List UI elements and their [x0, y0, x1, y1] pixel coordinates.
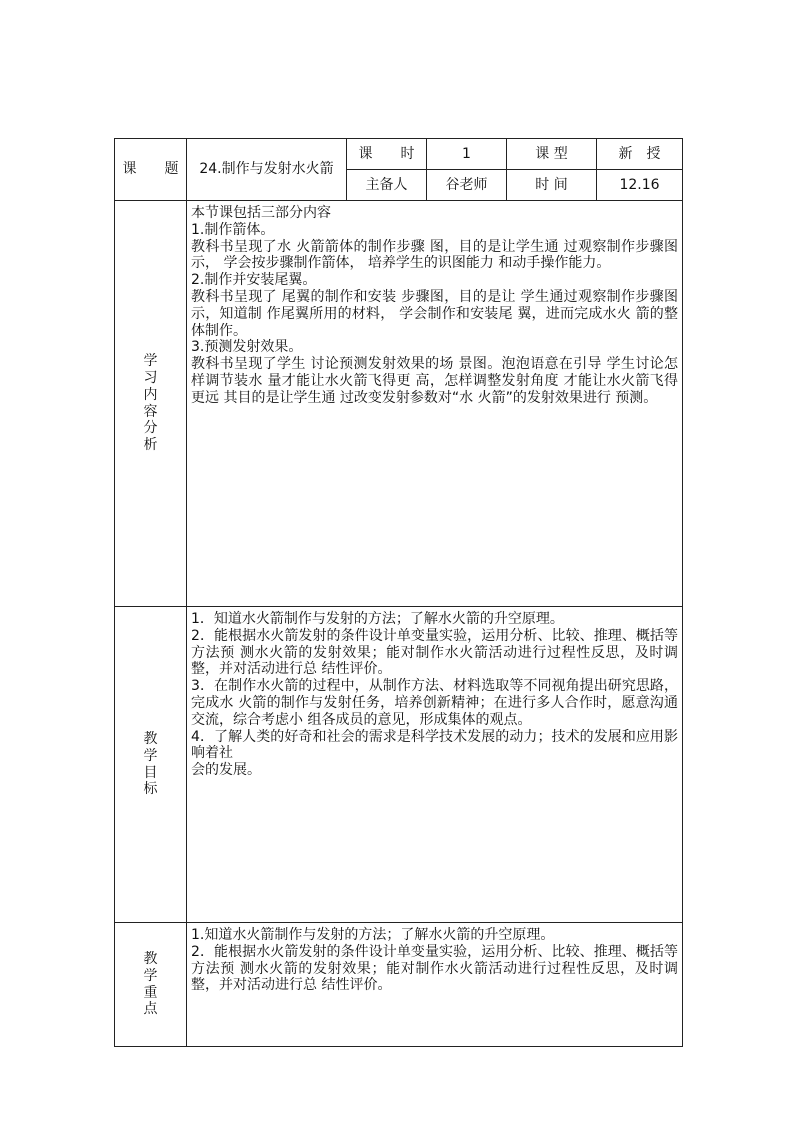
label-char: 标 — [143, 781, 158, 798]
section-body — [187, 923, 683, 1047]
section-label — [115, 607, 187, 923]
lesson-plan-table — [114, 138, 683, 1047]
type-value: 新 授 — [597, 139, 683, 170]
paragraph: 3.预测发射效果。 — [191, 339, 303, 356]
lesson-topic: 24.制作与发射水火箭 — [187, 139, 347, 201]
label-char: 目 — [143, 764, 158, 781]
section-body — [187, 607, 683, 923]
paragraph: 3．在制作水火箭的过程中，从制作方法、材料选取等不同视角提出研究思路，完成水 火箭的制作与发射任务，培养创新精神；在进行多人合作时，愿意沟通交流，综合考虑小 组各成员的意见，形成集体的观点。 — [191, 678, 678, 728]
type-label: 课 型 — [507, 139, 597, 170]
paragraph: 教科书呈现了学生 讨论预测发射效果的场 景图。泡泡语意在引导 学生讨论怎样调节装水 量才能让水火箭飞得更 高，怎样调整发射角度 才能让水火箭飞得更远 其目的是让学生通 过改变发射参数对“水 火箭”的发射效果进行 预测。 — [191, 356, 678, 406]
paragraph: 1．知道水火箭制作与发射的方法；了解水火箭的升空原理。 — [191, 611, 564, 627]
label-char: 重 — [143, 984, 158, 1001]
label-char: 内 — [143, 386, 158, 403]
label-char: 学 — [143, 747, 158, 764]
section-label — [115, 923, 187, 1047]
label-char: 容 — [143, 403, 158, 420]
header-row-1 — [115, 139, 683, 170]
section-key-points — [115, 923, 683, 1047]
paragraph: 会的发展。 — [191, 762, 261, 779]
time-value: 12.16 — [597, 170, 683, 201]
paragraph: 1.制作箭体。 — [191, 221, 275, 238]
label-char: 教 — [143, 950, 158, 967]
paragraph: 2.制作并安装尾翼。 — [191, 272, 317, 289]
label-char: 学 — [143, 353, 158, 370]
paragraph: 本节课包括三部分内容 — [191, 205, 331, 221]
paragraph: 教科书呈现了 尾翼的制作和安装 步骤图，目的是让 学生通过观察制作步骤图示，知道制 作尾翼所用的材料， 学会制作和安装尾 翼，进而完成水火 箭的整体制作。 — [191, 288, 678, 339]
paragraph: 教科书呈现了水 火箭箭体的制作步骤 图，目的是让学生通 过观察制作步骤图示， 学会按步骤制作箭体， 培养学生的识图能力 和动手操作能力。 — [191, 238, 678, 272]
label-char: 分 — [143, 420, 158, 437]
label-char: 点 — [143, 1001, 158, 1018]
section-teaching-goals — [115, 607, 683, 923]
time-label: 时 间 — [507, 170, 597, 201]
paragraph: 2．能根据水火箭发射的条件设计单变量实验，运用分析、比较、推理、概括等方法预 测水火箭的发射效果；能对制作水火箭活动进行过程性反思，及时调整，并对活动进行总 结性评价。 — [191, 943, 678, 994]
course-label: 课 题 — [115, 139, 187, 201]
preparer-label: 主备人 — [347, 170, 427, 201]
label-char: 学 — [143, 967, 158, 984]
label-char: 习 — [143, 369, 158, 386]
paragraph: 1.知道水火箭制作与发射的方法；了解水火箭的升空原理。 — [191, 927, 555, 943]
section-content-analysis — [115, 201, 683, 607]
period-value: 1 — [427, 139, 507, 170]
period-label: 课 时 — [347, 139, 427, 170]
paragraph: 2．能根据水火箭发射的条件设计单变量实验，运用分析、比较、推理、概括等方法预 测水火箭的发射效果；能对制作水火箭活动进行过程性反思，及时调整，并对活动进行总 结性评价。 — [191, 627, 678, 678]
section-label — [115, 201, 187, 607]
section-body — [187, 201, 683, 607]
preparer-value: 谷老师 — [427, 170, 507, 201]
label-char: 析 — [143, 437, 158, 454]
label-char: 教 — [143, 730, 158, 747]
paragraph: 4．了解人类的好奇和社会的需求是科学技术发展的动力；技术的发展和应用影响着社 — [191, 728, 678, 762]
